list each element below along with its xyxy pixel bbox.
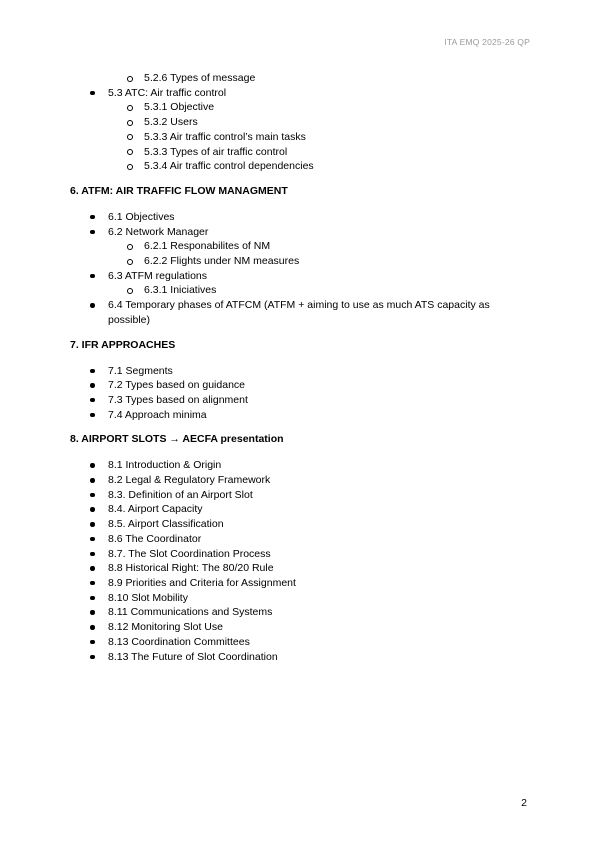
list-item-text: 8.4. Airport Capacity	[108, 503, 203, 516]
filled-bullet-icon	[90, 610, 95, 615]
list-item-text: 8.8 Historical Right: The 80/20 Rule	[108, 562, 274, 575]
filled-bullet-icon	[90, 413, 95, 418]
list-item	[0, 547, 600, 562]
hollow-bullet-icon	[127, 244, 133, 250]
list-item-text: 8.9 Priorities and Criteria for Assignment	[108, 576, 296, 589]
list-item	[0, 408, 600, 423]
list-item-text: 8.10 Slot Mobility	[108, 591, 188, 604]
bullet-list	[0, 71, 600, 174]
list-item-text: 6.3 ATFM regulations	[108, 269, 208, 282]
list-item	[0, 473, 600, 488]
filled-bullet-icon	[90, 566, 95, 571]
sub-list-item	[0, 159, 600, 174]
section-heading: 8. AIRPORT SLOTS → AECFA presentation	[70, 433, 284, 446]
filled-bullet-icon	[90, 91, 95, 96]
list-item	[0, 502, 600, 517]
sub-list-item	[0, 100, 600, 115]
list-item-text: 6.2.2 Flights under NM measures	[144, 255, 300, 268]
list-item-text: 7.1 Segments	[108, 364, 173, 377]
hollow-bullet-icon	[127, 259, 133, 265]
list-item-text: 5.3.3 Air traffic control’s main tasks	[144, 130, 306, 143]
filled-bullet-icon	[90, 581, 95, 586]
list-item	[0, 393, 600, 408]
bullet-list	[0, 210, 600, 328]
list-item	[0, 576, 600, 591]
list-item-text: 6.2 Network Manager	[108, 225, 209, 238]
list-item-text: 5.3 ATC: Air traffic control	[108, 86, 227, 99]
list-item-text: 5.2.6 Types of message	[144, 72, 256, 84]
list-item	[0, 635, 600, 650]
list-item-text: 5.3.2 Users	[144, 116, 198, 129]
list-item-text: 7.2 Types based on guidance	[108, 379, 245, 392]
page-number: 2	[521, 797, 527, 809]
sub-list-item	[0, 71, 600, 86]
list-item	[0, 225, 600, 240]
filled-bullet-icon	[90, 398, 95, 403]
hollow-bullet-icon	[127, 105, 133, 111]
filled-bullet-icon	[90, 655, 95, 660]
document-body	[0, 71, 600, 664]
list-item	[0, 458, 600, 473]
list-item	[0, 561, 600, 576]
list-item	[0, 298, 600, 327]
filled-bullet-icon	[90, 230, 95, 235]
filled-bullet-icon	[90, 596, 95, 601]
section-heading: 6. ATFM: AIR TRAFFIC FLOW MANAGMENT	[70, 184, 288, 197]
list-item	[0, 364, 600, 379]
hollow-bullet-icon	[127, 134, 133, 140]
bullet-list	[0, 364, 600, 423]
hollow-bullet-icon	[127, 120, 133, 126]
filled-bullet-icon	[90, 537, 95, 542]
sub-list-item	[0, 283, 600, 298]
filled-bullet-icon	[90, 625, 95, 630]
list-item-text: 6.4 Temporary phases of ATFCM (ATFM + aiming to use as much ATS capacity as possible)	[108, 299, 490, 326]
sub-list-item	[0, 115, 600, 130]
list-item	[0, 591, 600, 606]
list-item-text: 5.3.1 Objective	[144, 101, 215, 114]
list-item-text: 6.3.1 Iniciatives	[144, 284, 217, 297]
list-item	[0, 517, 600, 532]
sub-list-item	[0, 145, 600, 160]
filled-bullet-icon	[90, 552, 95, 557]
list-item-text: 7.4 Approach minima	[108, 408, 207, 421]
list-item	[0, 620, 600, 635]
list-item-text: 6.2.1 Responabilites of NM	[144, 240, 271, 253]
hollow-bullet-icon	[127, 164, 133, 170]
sub-list-item	[0, 130, 600, 145]
hollow-bullet-icon	[127, 76, 133, 82]
list-item	[0, 378, 600, 393]
list-item-text: 5.3.4 Air traffic control dependencies	[144, 160, 314, 173]
list-item	[0, 269, 600, 284]
hollow-bullet-icon	[127, 288, 133, 294]
list-item-text: 8.12 Monitoring Slot Use	[108, 621, 223, 634]
filled-bullet-icon	[90, 303, 95, 308]
list-item	[0, 488, 600, 503]
sub-list-item	[0, 254, 600, 269]
filled-bullet-icon	[90, 522, 95, 527]
filled-bullet-icon	[90, 493, 95, 498]
list-item	[0, 86, 600, 101]
list-item	[0, 532, 600, 547]
page-header: ITA EMQ 2025-26 QP	[444, 37, 530, 47]
filled-bullet-icon	[90, 274, 95, 279]
bullet-list	[0, 458, 600, 664]
section-heading: 7. IFR APPROACHES	[70, 338, 176, 351]
list-item-text: 8.1 Introduction & Origin	[108, 459, 222, 472]
filled-bullet-icon	[90, 383, 95, 388]
list-item	[0, 650, 600, 665]
list-item-text: 8.5. Airport Classification	[108, 518, 224, 531]
list-item-text: 8.11 Communications and Systems	[108, 606, 273, 619]
list-item-text: 8.2 Legal & Regulatory Framework	[108, 474, 271, 487]
hollow-bullet-icon	[127, 149, 133, 155]
list-item-text: 7.3 Types based on alignment	[108, 393, 248, 406]
list-item-text: 8.13 Coordination Committees	[108, 635, 250, 648]
filled-bullet-icon	[90, 215, 95, 220]
list-item	[0, 210, 600, 225]
list-item	[0, 605, 600, 620]
list-item-text: 6.1 Objectives	[108, 210, 175, 223]
list-item-text: 5.3.3 Types of air traffic control	[144, 145, 288, 158]
sub-list-item	[0, 239, 600, 254]
list-item-text: 8.13 The Future of Slot Coordination	[108, 650, 278, 663]
filled-bullet-icon	[90, 478, 95, 483]
list-item-text: 8.6 The Coordinator	[108, 532, 202, 545]
list-item-text: 8.7. The Slot Coordination Process	[108, 547, 271, 560]
filled-bullet-icon	[90, 507, 95, 512]
list-item-text: 8.3. Definition of an Airport Slot	[108, 488, 253, 501]
filled-bullet-icon	[90, 640, 95, 645]
filled-bullet-icon	[90, 369, 95, 374]
filled-bullet-icon	[90, 463, 95, 468]
